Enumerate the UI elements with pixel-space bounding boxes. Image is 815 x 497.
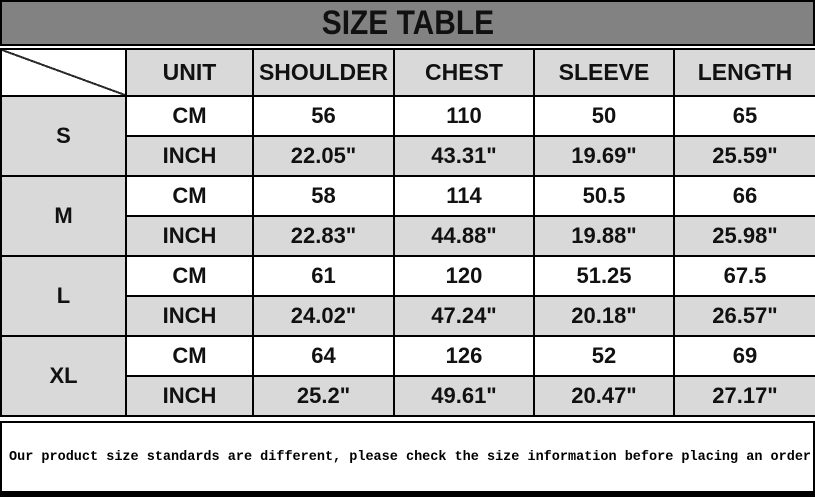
unit-label: CM (126, 96, 253, 136)
size-table (0, 48, 815, 417)
cell-xl-length-inch: 27.17" (674, 376, 815, 416)
cell-m-length-inch: 25.98" (674, 216, 815, 256)
size-label-xl: XL (1, 336, 126, 416)
row-m-cm (1, 176, 815, 216)
header-row (1, 49, 815, 96)
row-s-cm (1, 96, 815, 136)
cell-m-sleeve-inch: 19.88" (534, 216, 674, 256)
unit-label: INCH (126, 296, 253, 336)
cell-l-shoulder-inch: 24.02" (253, 296, 394, 336)
cell-s-chest-inch: 43.31" (394, 136, 534, 176)
page-title: SIZE TABLE (321, 3, 494, 42)
cell-m-length-cm: 66 (674, 176, 815, 216)
diagonal-divider-cell (1, 49, 126, 96)
unit-label: INCH (126, 216, 253, 256)
cell-s-chest-cm: 110 (394, 96, 534, 136)
unit-label: INCH (126, 376, 253, 416)
cell-l-sleeve-cm: 51.25 (534, 256, 674, 296)
cell-l-length-inch: 26.57" (674, 296, 815, 336)
cell-l-shoulder-cm: 61 (253, 256, 394, 296)
unit-label: CM (126, 336, 253, 376)
column-header-unit: UNIT (126, 49, 253, 96)
column-header-length: LENGTH (674, 49, 815, 96)
cell-m-chest-inch: 44.88" (394, 216, 534, 256)
size-note-text: Our product size standards are different, please check the size information before placing an order (9, 449, 812, 465)
row-l-cm (1, 256, 815, 296)
cell-xl-shoulder-cm: 64 (253, 336, 394, 376)
cell-xl-chest-inch: 49.61" (394, 376, 534, 416)
cell-s-sleeve-cm: 50 (534, 96, 674, 136)
unit-label: INCH (126, 136, 253, 176)
unit-label: CM (126, 256, 253, 296)
size-label-l: L (1, 256, 126, 336)
cell-m-chest-cm: 114 (394, 176, 534, 216)
column-header-chest: CHEST (394, 49, 534, 96)
title-bar (0, 0, 815, 46)
cell-s-shoulder-inch: 22.05" (253, 136, 394, 176)
cell-s-sleeve-inch: 19.69" (534, 136, 674, 176)
size-note-box (0, 421, 815, 497)
cell-m-sleeve-cm: 50.5 (534, 176, 674, 216)
cell-l-chest-cm: 120 (394, 256, 534, 296)
column-header-shoulder: SHOULDER (253, 49, 394, 96)
size-label-m: M (1, 176, 126, 256)
row-xl-cm (1, 336, 815, 376)
cell-xl-shoulder-inch: 25.2" (253, 376, 394, 416)
cell-xl-length-cm: 69 (674, 336, 815, 376)
cell-l-length-cm: 67.5 (674, 256, 815, 296)
column-header-sleeve: SLEEVE (534, 49, 674, 96)
unit-label: CM (126, 176, 253, 216)
cell-s-length-cm: 65 (674, 96, 815, 136)
cell-s-length-inch: 25.59" (674, 136, 815, 176)
cell-m-shoulder-inch: 22.83" (253, 216, 394, 256)
cell-xl-sleeve-inch: 20.47" (534, 376, 674, 416)
cell-xl-sleeve-cm: 52 (534, 336, 674, 376)
cell-xl-chest-cm: 126 (394, 336, 534, 376)
cell-l-sleeve-inch: 20.18" (534, 296, 674, 336)
size-label-s: S (1, 96, 126, 176)
cell-l-chest-inch: 47.24" (394, 296, 534, 336)
cell-m-shoulder-cm: 58 (253, 176, 394, 216)
cell-s-shoulder-cm: 56 (253, 96, 394, 136)
